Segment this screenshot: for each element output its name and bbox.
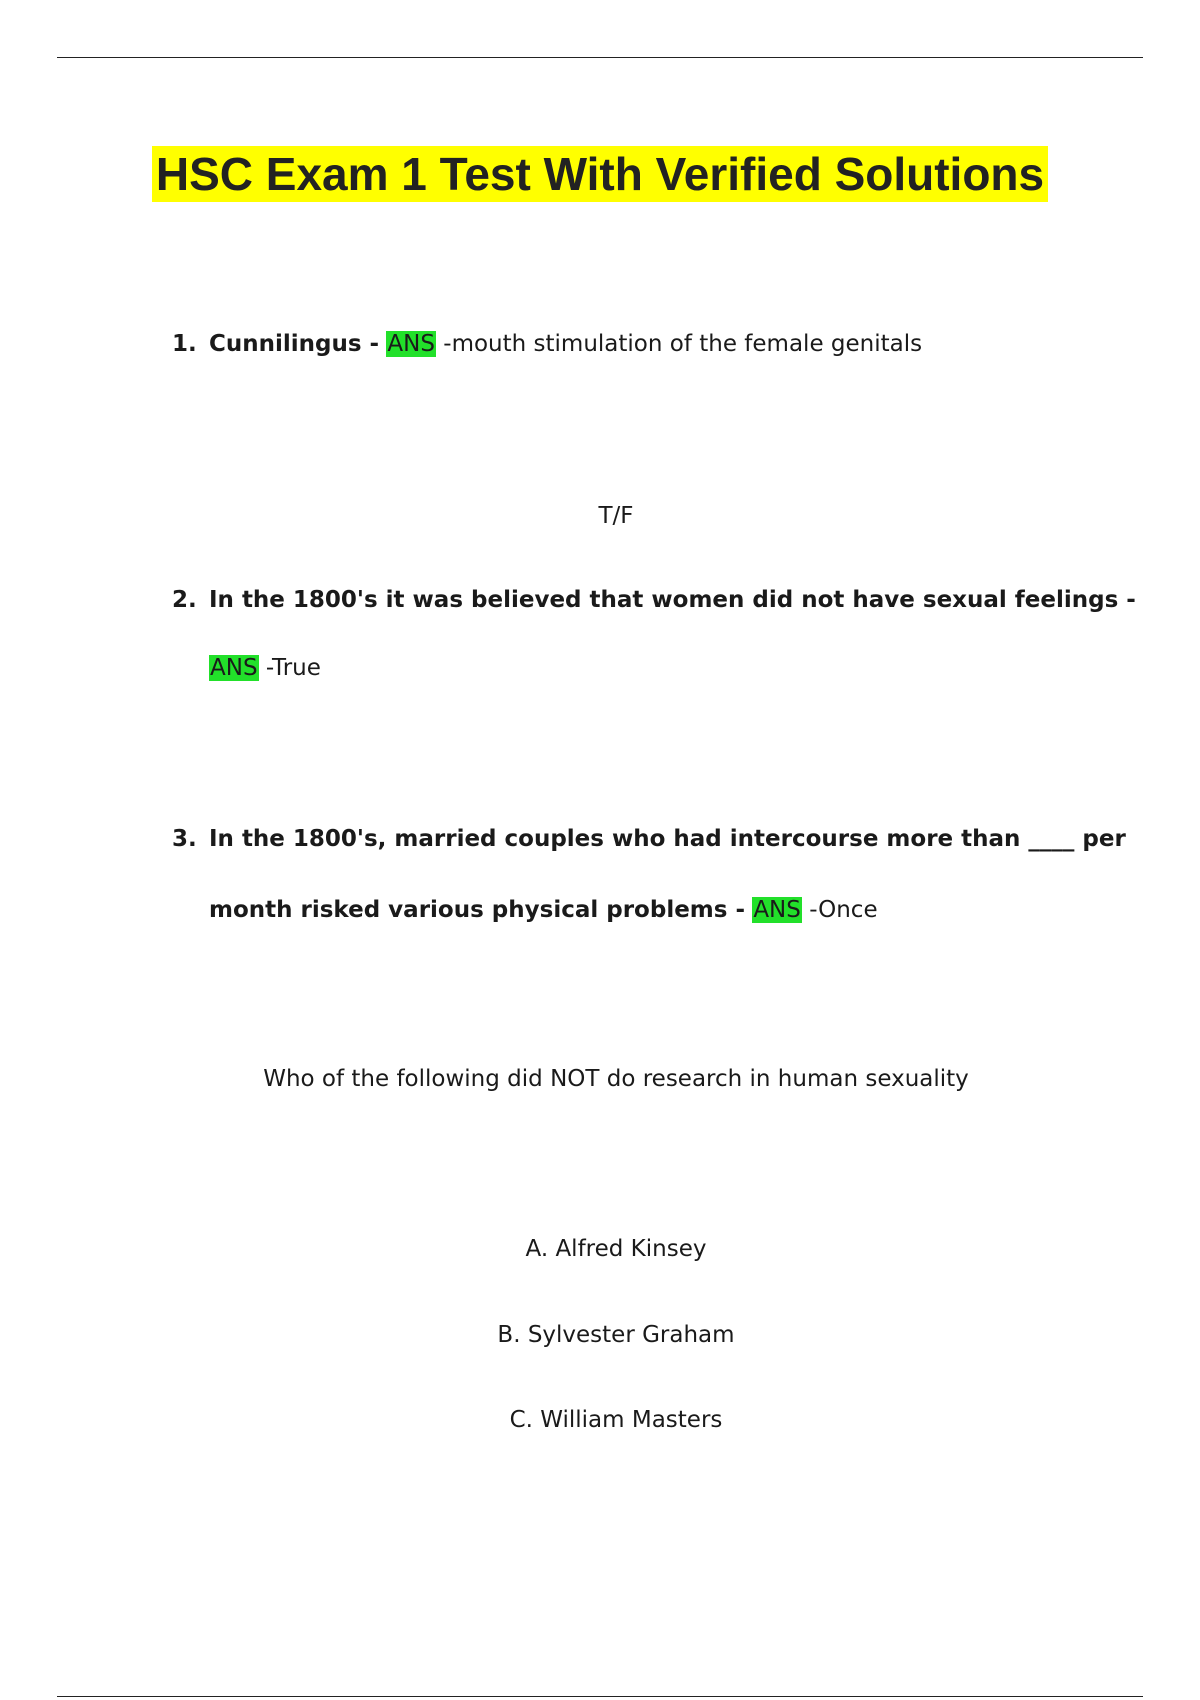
tf-label: T/F	[598, 503, 634, 529]
document-title-text: HSC Exam 1 Test With Verified Solutions	[152, 146, 1048, 202]
question-text: Cunnilingus -	[209, 331, 380, 357]
answer-text: -mouth stimulation of the female genitals	[443, 331, 923, 357]
option-b: B. Sylvester Graham	[497, 1322, 735, 1348]
question-number: 1.	[172, 331, 197, 357]
answer-text: -True	[265, 655, 321, 681]
question-line	[209, 330, 922, 358]
answer-line	[209, 654, 321, 682]
option-a: A. Alfred Kinsey	[525, 1236, 707, 1262]
ans-highlight: ANS	[753, 897, 801, 923]
option-c: C. William Masters	[509, 1407, 723, 1433]
question-line2	[209, 896, 878, 924]
question-number: 3.	[172, 826, 197, 852]
bottom-divider	[57, 1696, 1143, 1697]
ans-highlight: ANS	[210, 655, 258, 681]
question-text: In the 1800's it was believed that women did not have sexual feelings -	[209, 587, 1136, 613]
question-text-line2: month risked various physical problems -	[209, 897, 746, 923]
next-question-prompt: Who of the following did NOT do research in human sexuality	[263, 1066, 969, 1092]
ans-highlight: ANS	[387, 331, 435, 357]
question-text-line1: In the 1800's, married couples who had intercourse more than ____ per	[209, 826, 1126, 852]
top-divider	[57, 57, 1143, 58]
document-title	[0, 146, 1200, 202]
answer-text: -Once	[809, 897, 878, 923]
question-number: 2.	[172, 587, 197, 613]
